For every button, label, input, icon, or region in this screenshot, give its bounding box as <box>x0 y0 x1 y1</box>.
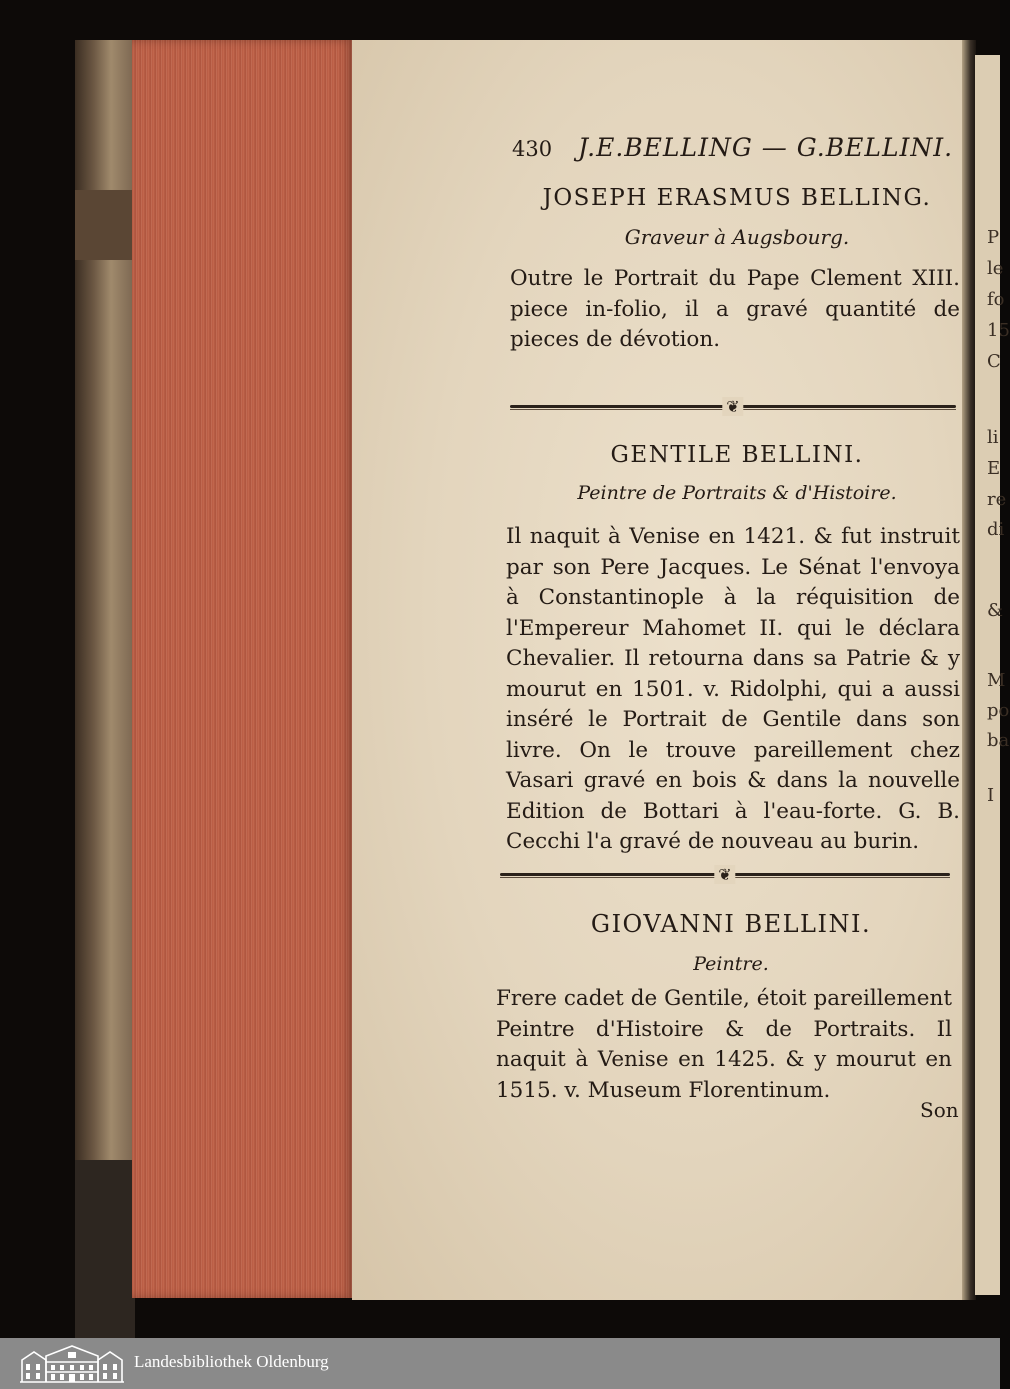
facing-page-letter: li <box>987 427 999 448</box>
entry-subtitle: Peintre. <box>693 953 769 975</box>
facing-page-letter: C <box>987 351 1001 372</box>
facing-page-letter: & <box>987 600 1004 621</box>
catchword: Son <box>920 1098 959 1122</box>
facing-page-letter: 15 <box>987 320 1010 341</box>
ornamental-rule <box>500 865 950 884</box>
entry-title: JOSEPH ERASMUS BELLING. <box>542 185 932 211</box>
facing-page-letter: I <box>987 785 995 806</box>
running-header <box>512 133 962 162</box>
ornament-icon: ❦ <box>722 397 743 416</box>
running-title: J.E.BELLING — G.BELLINI. <box>578 133 954 162</box>
cover-band <box>75 190 135 260</box>
entry-subtitle: Graveur à Augsbourg. <box>624 225 850 249</box>
book-gutter <box>962 40 976 1300</box>
facing-page-letter: fo <box>987 289 1005 310</box>
entry-paragraph: Frere cadet de Gentile, étoit pareillement Peintre d'Histoire & de Portraits. Il naquit à Venise en 1425. & y mourut en 1515. v. Museum Florentinum. <box>496 986 952 1103</box>
library-building-icon <box>20 1344 124 1384</box>
entry-paragraph: Outre le Portrait du Pape Clement XIII. piece in-folio, il a gravé quantité de pieces de dévotion. <box>510 266 960 352</box>
facing-page-fragment <box>975 55 1010 1295</box>
facing-page-letter: P <box>987 227 1000 248</box>
facing-page-letter: E <box>987 458 1001 479</box>
facing-page-letter: po <box>987 700 1010 721</box>
ornament-icon: ❦ <box>714 865 735 884</box>
facing-page-letter: le <box>987 258 1004 279</box>
ornamental-rule <box>510 397 956 416</box>
book-cover-edge <box>75 40 135 1300</box>
entry-title: GIOVANNI BELLINI. <box>590 910 872 938</box>
facing-page-letter: ba <box>987 730 1010 751</box>
library-name: Landesbibliothek Oldenburg <box>134 1352 329 1371</box>
page-number: 430 <box>512 137 553 161</box>
page-block-edge <box>132 40 354 1298</box>
entry-paragraph: Il naquit à Venise en 1421. & fut instruit par son Pere Jacques. Le Sénat l'envoya à Constantinople à la réquisition de l'Empereur Mahomet II. qui le déclara Chevalier. Il retourna dans sa Patrie & y mourut en 1501. v. Ridolphi, qui a aussi inséré le Portrait de Gentile dans son livre. On le trouve pareillement chez Vasari gravé en bois & dans la nouvelle Edition de Bottari à l'eau-forte. G. B. Cecchi l'a gravé de nouveau au burin. <box>506 524 960 854</box>
footer-bar <box>0 1338 1000 1389</box>
entry-title: GENTILE BELLINI. <box>610 442 864 468</box>
facing-page-letter: M <box>987 670 1006 691</box>
facing-page-letter: re <box>987 489 1007 510</box>
entry-subtitle: Peintre de Portraits & d'Histoire. <box>577 482 897 504</box>
cover-band <box>75 1160 135 1340</box>
facing-page-letter: di <box>987 519 1005 540</box>
